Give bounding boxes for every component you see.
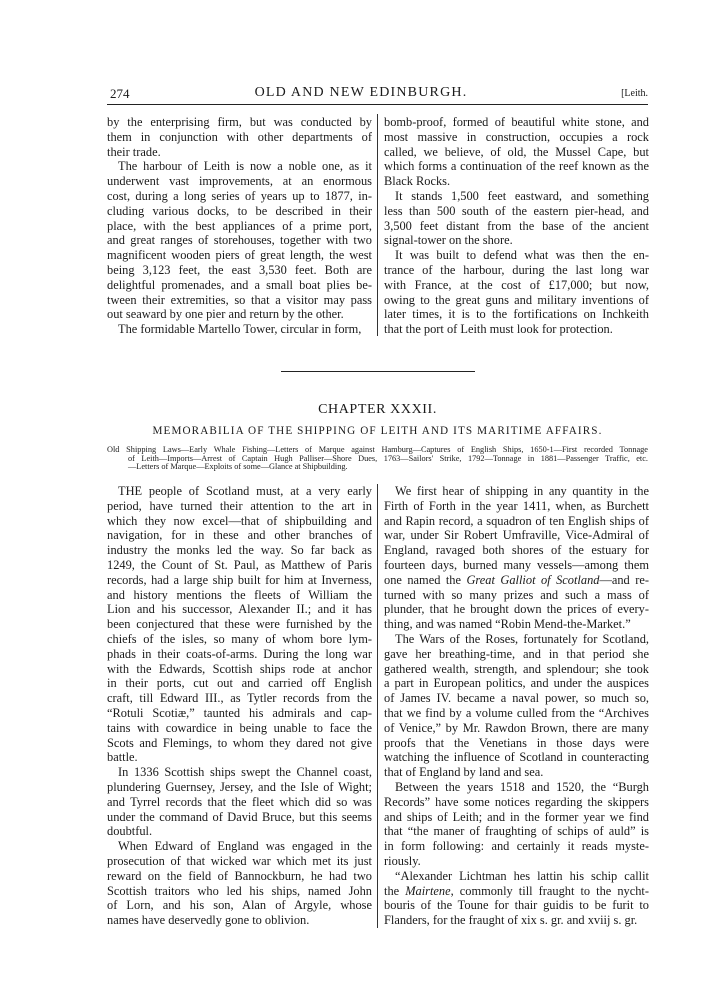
text-line: and Rapin record, a squadron of ten English ships of: [384, 513, 649, 528]
text-line: which they now excel—that of shipbuilding and: [107, 513, 372, 528]
text-line: thing, and was named “Robin Mend-the-Market.”: [384, 617, 631, 632]
paragraph: [107, 159, 372, 322]
italic-title: Great Galliot of Scotland: [466, 572, 600, 587]
text-line: It stands 1,500 feet eastward, and something: [395, 188, 649, 203]
page-number: 274: [110, 86, 130, 101]
text-line: and great ranges of storehouses, together with two: [107, 233, 372, 248]
text-line: of Lorn, and his son, Alan of Argyle, whose: [107, 898, 372, 913]
paragraph: [384, 484, 649, 632]
text-line: under the command of David Bruce, but this seems: [107, 809, 372, 824]
text-line: and Tyrrel records that the fleet which did so was: [107, 794, 372, 809]
summary-line: Old Shipping Laws—Early Whale Fishing—Letters of Marque against Hamburg—Captures of English Ships, 1650-1—First recorded Tonnage: [107, 445, 648, 454]
text-line: In 1336 Scottish ships swept the Channel coast,: [118, 765, 372, 780]
paragraph: [107, 765, 372, 839]
section-label: [Leith.: [621, 88, 648, 99]
text-line: navigation, for in these and other branches of: [107, 528, 372, 543]
text-line: cost, during a long series of years up to 1877, in-: [107, 188, 372, 203]
text-line: Records” have some notices regarding the skippers: [384, 794, 649, 809]
text-line: by the enterprising firm, but was conducted by: [107, 115, 372, 129]
section-separator: [281, 371, 475, 372]
summary-line: of Leith—Imports—Arrest of Captain Hugh Palliser—Shore Dues, 1763—Sailors' Strike, 1792—Tonnage in 1881—Passenger Traffic, etc.: [128, 453, 648, 463]
text-line: cluding various docks, to be described in their: [107, 203, 372, 218]
text-line: signal-tower on the shore.: [384, 233, 513, 248]
text-line: Scottish traitors who led his ships, named John: [107, 883, 372, 898]
text-line: reward on the field of Bannockburn, he had two: [107, 868, 372, 883]
text-line: owing to the great guns and military inventions of: [384, 292, 649, 307]
bottom-right-column: [384, 484, 649, 928]
text-line: tween their extremities, so that a visitor may pass: [107, 292, 372, 307]
text-line: The formidable Martello Tower, circular in form,: [118, 322, 362, 337]
text-line: watching the influence of Scotland in counteracting: [384, 750, 649, 765]
text-line: Scots and Flemings, to whom they dared not give: [107, 735, 372, 750]
text-segment: —and re-: [599, 572, 649, 587]
text-line: most massive in construction, occupies a rock: [384, 129, 649, 144]
chapter-summary: [107, 446, 648, 472]
text-line: battle.: [107, 750, 138, 765]
top-right-column: [384, 115, 649, 337]
text-line: We first hear of shipping in any quantity in the: [395, 484, 649, 498]
text-line: Firth of Forth in the year 1411, when, as Burchett: [384, 498, 649, 513]
text-segment: the: [384, 883, 406, 898]
text-line: less than 500 south of the eastern pier-head, and: [384, 203, 649, 218]
paragraph: [384, 869, 649, 928]
text-line: England, ravaged both shores of the estuary for: [384, 543, 649, 558]
paragraph: [107, 322, 372, 337]
text-line: 3,500 feet distant from the base of the ancient: [384, 218, 649, 233]
text-line: When Edward of England was engaged in the: [118, 839, 372, 854]
text-line: craft, till Edward III., as Tytler records from the: [107, 691, 372, 706]
paragraph: [384, 632, 649, 780]
text-line: delightful promenades, and a small boat plies be-: [107, 277, 372, 292]
text-line: that “the maner of fraughting of schips of auld” is: [384, 824, 649, 839]
top-left-column: [107, 115, 372, 337]
text-line: chiefs of the isles, so many of whom bore lym-: [107, 631, 372, 646]
text-line: THE people of Scotland must, at a very early: [118, 484, 372, 498]
text-line: prosecution of that wicked war which met its just: [107, 853, 372, 868]
text-line: tains with cowardice in being unable to face the: [107, 720, 372, 735]
text-line: of James IV. became a naval power, so much so,: [384, 691, 649, 706]
paragraph: [384, 248, 649, 337]
text-line: been conjectured that these were furnished by the: [107, 617, 372, 632]
text-line: which forms a continuation of the reef known as the: [384, 159, 649, 174]
text-line: “Alexander Lichtman hes lattin his schip callit: [395, 868, 649, 883]
column-divider: [377, 114, 378, 336]
text-line: and ships of Leith; and in the former year we find: [384, 809, 649, 824]
text-line: records, had a large ship built for him at Inverness,: [107, 572, 372, 587]
text-line: The harbour of Leith is now a noble one, as it: [118, 159, 372, 174]
running-title: OLD AND NEW EDINBURGH.: [254, 85, 468, 100]
italic-title: Mairtene: [405, 883, 451, 898]
paragraph: [107, 839, 372, 928]
paragraph: [107, 115, 372, 159]
text-line: war, under Sir Robert Umfraville, Vice-Admiral of: [384, 528, 649, 543]
text-line: The Wars of the Roses, fortunately for Scotland,: [395, 631, 649, 646]
text-line: Lion and his successor, Alexander II.; and it has: [107, 602, 372, 617]
text-line: riously.: [384, 853, 421, 868]
text-line: in their ports, cut out and carried off English: [107, 676, 372, 691]
text-line: and history mentions the fleets of William the: [107, 587, 372, 602]
summary-line: —Letters of Marque—Exploits of some—Glance at Shipbuilding.: [128, 462, 348, 472]
text-line: bomb-proof, formed of beautiful white stone, and: [384, 115, 649, 129]
text-line: with the Edwards, Scottish ships rode at anchor: [107, 661, 372, 676]
text-line: place, with the best appliances of a prime port,: [107, 218, 372, 233]
paragraph: [384, 115, 649, 189]
text-line: Flanders, for the fraught of xix s. gr. and xviij s. gr.: [384, 913, 638, 928]
text-line: turned with so many prizes and such a mass of: [384, 587, 649, 602]
text-line: later times, it is to the fortifications on Inchkeith: [384, 307, 649, 322]
text-line: underwent vast improvements, at an enormous: [107, 174, 372, 189]
text-line: Between the years 1518 and 1520, the “Burgh: [395, 779, 649, 794]
paragraph: [384, 780, 649, 869]
text-line: with France, at the cost of £17,000; but now,: [384, 277, 649, 292]
text-line: of Venice,” by Mr. Rawdon Brown, there are many: [384, 720, 649, 735]
text-line: being 3,123 feet, the east 3,530 feet. Both are: [107, 262, 372, 277]
text-line: fourteen days, burned many vessels—among them: [384, 557, 649, 572]
text-line: plundering Guernsey, Jersey, and the Isle of Wight;: [107, 779, 372, 794]
chapter-number: CHAPTER XXXII.: [318, 402, 437, 417]
text-line: [384, 884, 649, 899]
text-line: them in conjunction with other departments of: [107, 129, 372, 144]
text-segment: one named the: [384, 572, 467, 587]
text-line: out seaward by one pier and return by the other.: [107, 307, 344, 322]
text-line: plunder, that he brought down the prices of every-: [384, 602, 649, 617]
text-line: gave her breathing-time, and in that period she: [384, 646, 649, 661]
text-line: gathered wealth, strength, and splendour; she took: [384, 661, 649, 676]
text-line: proofs that the Venetians in those days were: [384, 735, 649, 750]
header-rule: [107, 104, 648, 105]
text-line: that of England by land and sea.: [384, 765, 544, 780]
text-line: Black Rocks.: [384, 174, 451, 189]
text-line: period, have turned their attention to the art in: [107, 498, 372, 513]
text-line: phads in their coats-of-arms. During the long war: [107, 646, 372, 661]
text-line: in form following: and certainly it reads myste-: [384, 839, 649, 854]
column-divider: [377, 484, 378, 928]
chapter-title: MEMORABILIA OF THE SHIPPING OF LEITH AND ITS MARITIME AFFAIRS.: [152, 425, 603, 437]
paragraph: [384, 189, 649, 248]
text-line: a part in European politics, and under the auspices: [384, 676, 649, 691]
text-line: [384, 573, 649, 588]
text-line: industry the monks led the way. So far back as: [107, 543, 372, 558]
bottom-left-column: [107, 484, 372, 928]
text-line: trance of the harbour, during the last long war: [384, 262, 649, 277]
text-line: that the port of Leith must look for protection.: [384, 322, 613, 337]
text-line: magnificent wooden piers of great length, the west: [107, 248, 372, 263]
text-line: doubtful.: [107, 824, 153, 839]
text-line: “Rotuli Scotiæ,” taunted his admirals and cap-: [107, 705, 372, 720]
text-line: bouris of the Toune for thair guidis to be furit to: [384, 898, 649, 913]
text-line: 1249, the Count of St. Paul, as Matthew of Paris: [107, 557, 372, 572]
text-line: names have deservedly gone to oblivion.: [107, 913, 310, 928]
text-line: that we find by a volume culled from the “Archives: [384, 705, 649, 720]
text-line: called, we believe, of old, the Mussel Cape, but: [384, 144, 649, 159]
paragraph: [107, 484, 372, 765]
text-line: their trade.: [107, 144, 161, 159]
text-line: It was built to defend what was then the en-: [395, 248, 649, 263]
text-segment: , commonly till fraught to the nycht-: [450, 883, 649, 898]
